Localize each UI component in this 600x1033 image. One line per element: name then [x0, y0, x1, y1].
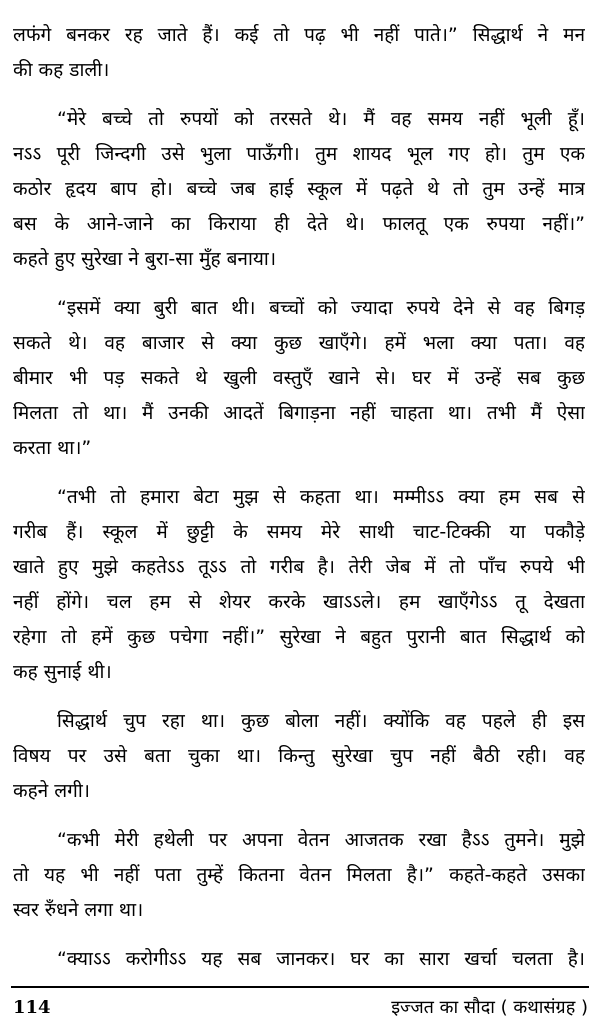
- paragraph-1: [13, 18, 585, 88]
- text-line: “इसमें क्या बुरी बात थी। बच्चों को ज्यादा रुपये देने से वह बिगड़: [57, 297, 585, 319]
- text-line: [13, 977, 585, 983]
- text-line: बस के आने-जाने का किराया ही देते थे। फालतू एक रुपया नहीं।”: [13, 213, 585, 235]
- text-line: सिद्धार्थ चुप रहा था। कुछ बोला नहीं। क्योंकि वह पहले ही इस: [57, 710, 585, 732]
- text-line: कह सुनाई थी।: [13, 661, 112, 683]
- text-line: स्वर रुँधने लगा था।: [13, 899, 144, 921]
- text-line: गरीब हैं। स्कूल में छुट्टी के समय मेरे साथी चाट-टिक्की या पकौड़े: [13, 521, 585, 543]
- book-title: इज्जत का सौदा ( कथासंग्रह ): [391, 997, 588, 1018]
- text-line: विषय पर उसे बता चुका था। किन्तु सुरेखा चुप नहीं बैठी रही। वह: [13, 745, 585, 767]
- page-number: 114: [13, 997, 51, 1018]
- text-line: लफंगे बनकर रह जाते हैं। कई तो पढ़ भी नहीं पाते।” सिद्धार्थ ने मन: [13, 24, 585, 46]
- paragraph-3: [13, 291, 585, 466]
- text-line: “मेरे बच्चे तो रुपयों को तरसते थे। मैं वह समय नहीं भूली हूँ।: [57, 108, 585, 130]
- page-body: [13, 18, 585, 983]
- text-line: की कह डाली।: [13, 59, 110, 81]
- paragraph-7: [13, 942, 585, 983]
- text-line: नहीं होंगे। चल हम से शेयर करके खाऽऽले। हम खाएँगेऽऽ तू देखता: [13, 591, 585, 613]
- paragraph-5: [13, 704, 585, 809]
- text-line: सकते थे। वह बाजार से क्या कुछ खाएँगे। हमें भला क्या पता। वह: [13, 332, 585, 354]
- text-line: “तभी तो हमारा बेटा मुझ से कहता था। मम्मीऽऽ क्या हम सब से: [57, 486, 585, 508]
- paragraph-4: [13, 480, 585, 690]
- text-line: तो यह भी नहीं पता तुम्हें कितना वेतन मिलता है।” कहते-कहते उसका: [13, 864, 585, 886]
- text-line: मिलता तो था। मैं उनकी आदतें बिगाड़ना नहीं चाहता था। तभी मैं ऐसा: [13, 402, 585, 424]
- text-line: कठोर हृदय बाप हो। बच्चे जब हाई स्कूल में पढ़ते थे तो तुम उन्हें मात्र: [13, 178, 585, 200]
- text-line: करता था।”: [13, 437, 92, 459]
- text-line: रहेगा तो हमें कुछ पचेगा नहीं।” सुरेखा ने बहुत पुरानी बात सिद्धार्थ को: [13, 626, 585, 648]
- text-line: बीमार भी पड़ सकते थे खुली वस्तुएँ खाने से। घर में उन्हें सब कुछ: [13, 367, 585, 389]
- text-line: खाते हुए मुझे कहतेऽऽ तूऽऽ तो गरीब है। तेरी जेब में तो पाँच रुपये भी: [13, 556, 585, 578]
- paragraph-6: [13, 823, 585, 928]
- text-line: नऽऽ पूरी जिन्दगी उसे भुला पाऊँगी। तुम शायद भूल गए हो। तुम एक: [13, 143, 585, 165]
- text-line: कहते हुए सुरेखा ने बुरा-सा मुँह बनाया।: [13, 248, 277, 270]
- paragraph-2: [13, 102, 585, 277]
- footer-divider: [11, 986, 589, 988]
- text-line: कहने लगी।: [13, 780, 90, 802]
- page-footer: [13, 994, 588, 1022]
- text-line: “कभी मेरी हथेली पर अपना वेतन आजतक रखा हैऽऽ तुमने। मुझे: [57, 829, 585, 851]
- text-line: “क्याऽऽ करोगीऽऽ यह सब जानकर। घर का सारा खर्चा चलता है।: [57, 948, 585, 970]
